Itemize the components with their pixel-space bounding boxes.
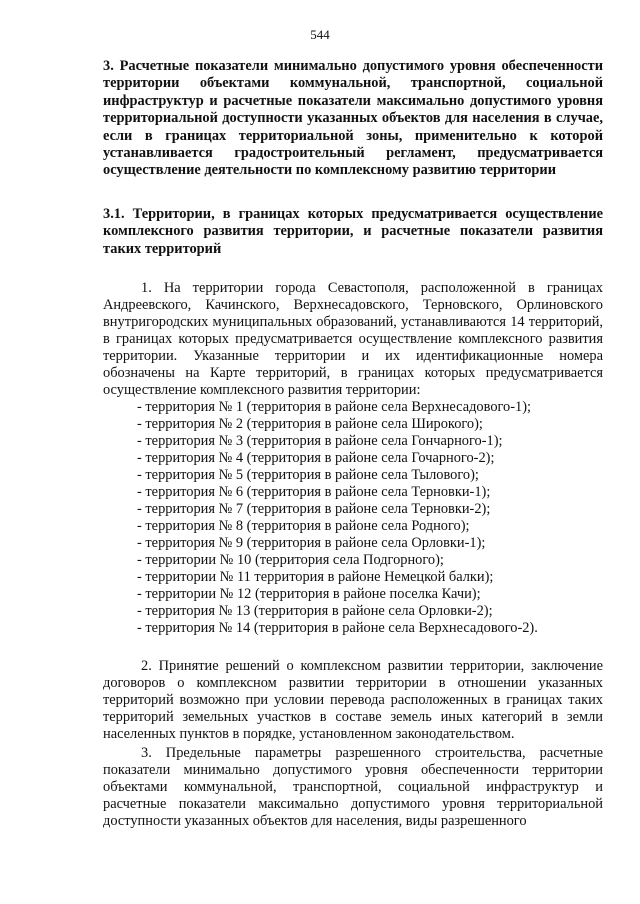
territory-list xyxy=(103,399,603,637)
list-item: - территория № 4 (территория в районе села Гочарного-2); xyxy=(137,450,495,466)
section-heading: 3. Расчетные показатели минимально допустимого уровня обеспеченности территории объектами коммунальной, транспортной, социальной инфраструктур и расчетные показатели максимально допустимого уровня территориальной доступности указанных объектов для населения в случае, если в границах территориальной зоны, применительно к которой устанавливается градостроительный регламент, предусматривается осуществление деятельности по комплексному развитию территории xyxy=(103,58,603,179)
section-body xyxy=(103,280,603,637)
list-item: - территория № 5 (территория в районе села Тылового); xyxy=(137,467,479,483)
paragraph-3: 3. Предельные параметры разрешенного строительства, расчетные показатели минимально допустимого уровня обеспеченности территории объектами коммунальной, транспортной, социальной инфраструктур и расчетные показатели максимально допустимого уровня территориальной доступности указанных объектов для населения, виды разрешенного xyxy=(103,745,603,829)
list-item: - территория № 6 (территория в районе села Терновки-1); xyxy=(137,484,491,500)
subsection-heading: 3.1. Территории, в границах которых предусматривается осуществление комплексного развития территории, и расчетные показатели развития таких территорий xyxy=(103,206,603,257)
list-item: - территория № 1 (территория в районе села Верхнесадового-1); xyxy=(137,399,532,415)
list-item: - территория № 13 (территория в районе села Орловки-2); xyxy=(137,603,493,619)
list-item: - территории № 11 территория в районе Немецкой балки); xyxy=(137,569,494,585)
list-item: - территория № 9 (территория в районе села Орловки-1); xyxy=(137,535,486,551)
paragraph-2: 2. Принятие решений о комплексном развитии территории, заключение договоров о комплексном развитии территории в отношении указанных территорий возможно при условии перевода расположенных в границах таких территорий земельных участков в составе земель иных категорий в земли населенных пунктов в порядке, установленном законодательством. xyxy=(103,658,603,742)
list-item: - территория № 7 (территория в районе села Терновки-2); xyxy=(137,501,491,517)
list-item: - территория № 14 (территория в районе села Верхнесадового-2). xyxy=(137,620,538,636)
list-item: - территория № 3 (территория в районе села Гончарного-1); xyxy=(137,433,503,449)
list-item: - территории № 12 (территория в районе поселка Качи); xyxy=(137,586,481,602)
list-item: - территория № 8 (территория в районе села Родного); xyxy=(137,518,470,534)
page-number: 544 xyxy=(310,27,330,42)
list-item: - территории № 10 (территория села Подгорного); xyxy=(137,552,444,568)
paragraph-1: 1. На территории города Севастополя, расположенной в границах Андреевского, Качинского, Верхнесадовского, Терновского, Орлиновского внутригородских муниципальных образований, устанавливаются 14 территорий, в границах которых предусматривается осуществление комплексного развития территории. Указанные территории и их идентификационные номера обозначены на Карте территорий, в границах которых предусматривается осуществление комплексного развития территории: xyxy=(103,280,603,398)
list-item: - территория № 2 (территория в районе села Широкого); xyxy=(137,416,483,432)
